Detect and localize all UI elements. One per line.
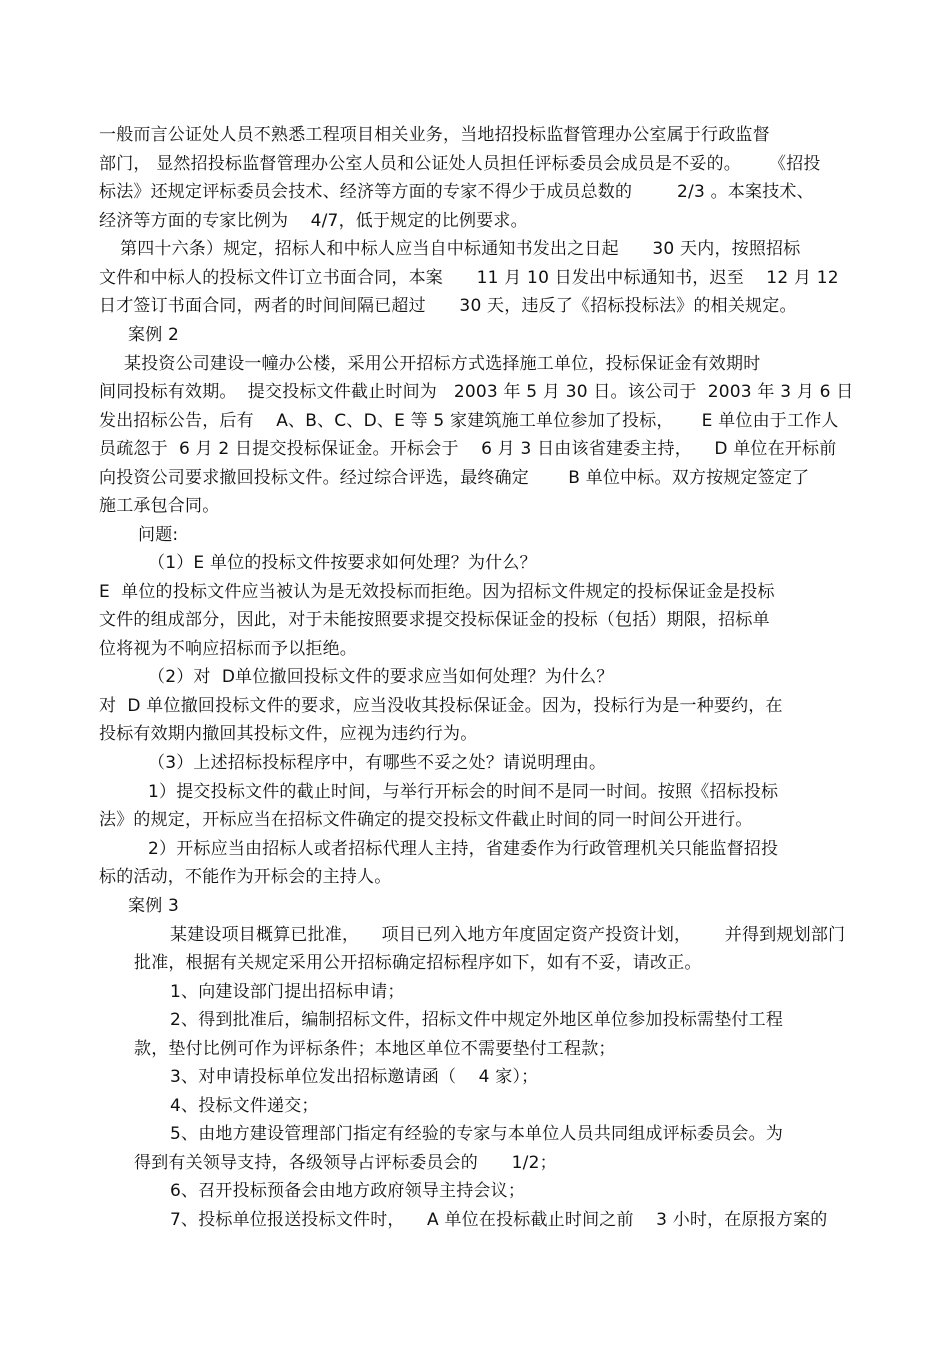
text-line: 批准，根据有关规定采用公开招标确定招标程序如下，如有不妥，请改正。 — [134, 953, 702, 973]
list-item: 2、得到批准后，编制招标文件，招标文件中规定外地区单位参加投标需垫付工程 — [170, 1010, 784, 1030]
text-line: 标的活动，不能作为开标会的主持人。 — [99, 867, 392, 887]
list-item: 7、投标单位报送投标文件时， A 单位在投标截止时间之前 3 小时，在原报方案的 — [170, 1210, 828, 1230]
list-item: 1、向建设部门提出招标申请； — [170, 982, 405, 1002]
question-heading: 问题: — [138, 525, 179, 545]
text-line: 得到有关领导支持，各级领导占评标委员会的 1/2； — [134, 1153, 557, 1173]
text-line: 日才签订书面合同，两者的时间间隔已超过 30 天，违反了《招标投标法》的相关规定。 — [99, 296, 797, 316]
list-item: 5、由地方建设管理部门指定有经验的专家与本单位人员共同组成评标委员会。为 — [170, 1124, 784, 1144]
section-heading: 案例 2 — [128, 325, 180, 345]
question-item: （3）上述招标投标程序中，有哪些不妥之处？请说明理由。 — [148, 753, 607, 773]
text-line: 文件和中标人的投标文件订立书面合同，本案 11 月 10 日发出中标通知书，迟至 12 月 12 — [99, 268, 839, 288]
text-line: 文件的组成部分，因此，对于未能按照要求提交投标保证金的投标（包括）期限，招标单 — [99, 610, 770, 630]
text-line: 法》的规定，开标应当在招标文件确定的提交投标文件截止时间的同一时间公开进行。 — [99, 810, 753, 830]
list-item: 6、召开投标预备会由地方政府领导主持会议； — [170, 1181, 526, 1201]
text-line: 某建设项目概算已批准， 项目已列入地方年度固定资产投资计划， 并得到规划部门 — [170, 925, 846, 945]
section-heading: 案例 3 — [128, 896, 180, 916]
text-line: 部门， 显然招投标监督管理办公室人员和公证处人员担任评标委员会成员是不妥的。 《招投 — [99, 154, 821, 174]
question-item: （2）对 D单位撤回投标文件的要求应当如何处理？为什么？ — [148, 667, 614, 687]
text-line: 间同投标有效期。 提交投标文件截止时间为 2003 年 5 月 30 日。该公司于 2003 年 3 月 6 日 — [99, 382, 854, 402]
list-item: 4、投标文件递交； — [170, 1096, 319, 1116]
text-line: 投标有效期内撤回其投标文件，应视为违约行为。 — [99, 724, 478, 744]
text-line: 某投资公司建设一幢办公楼，采用公开招标方式选择施工单位，投标保证金有效期时 — [124, 354, 761, 374]
question-item: （1）E 单位的投标文件按要求如何处理？为什么？ — [148, 553, 537, 573]
text-line: 位将视为不响应招标而予以拒绝。 — [99, 639, 357, 659]
text-line: 标法》还规定评标委员会技术、经济等方面的专家不得少于成员总数的 2/3 。本案技术、 — [99, 182, 814, 202]
text-line: 对 D 单位撤回投标文件的要求，应当没收其投标保证金。因为，投标行为是一种要约，在 — [99, 696, 783, 716]
text-line: E 单位的投标文件应当被认为是无效投标而拒绝。因为招标文件规定的投标保证金是投标 — [99, 582, 775, 602]
text-line: 2）开标应当由招标人或者招标代理人主持，省建委作为行政管理机关只能监督招投 — [148, 839, 779, 859]
text-line: 1）提交投标文件的截止时间，与举行开标会的时间不是同一时间。按照《招标投标 — [148, 782, 779, 802]
text-line: 一般而言公证处人员不熟悉工程项目相关业务，当地招投标监督管理办公室属于行政监督 — [99, 125, 770, 145]
text-line: 款，垫付比例可作为评标条件；本地区单位不需要垫付工程款； — [134, 1039, 616, 1059]
text-line: 施工承包合同。 — [99, 496, 220, 516]
list-item: 3、对申请投标单位发出招标邀请函（ 4 家）； — [170, 1067, 539, 1087]
text-line: 向投资公司要求撤回投标文件。经过综合评选，最终确定 B 单位中标。双方按规定签定了 — [99, 468, 810, 488]
text-line: 员疏忽于 6 月 2 日提交投标保证金。开标会于 6 月 3 日由该省建委主持， D 单位在开标前 — [99, 439, 837, 459]
text-line: 第四十六条）规定，招标人和中标人应当自中标通知书发出之日起 30 天内，按照招标 — [120, 239, 801, 259]
text-line: 发出招标公告，后有 A、B、C、D、E 等 5 家建筑施工单位参加了投标， E 单位由于工作人 — [99, 411, 839, 431]
text-line: 经济等方面的专家比例为 4/7，低于规定的比例要求。 — [99, 211, 528, 231]
